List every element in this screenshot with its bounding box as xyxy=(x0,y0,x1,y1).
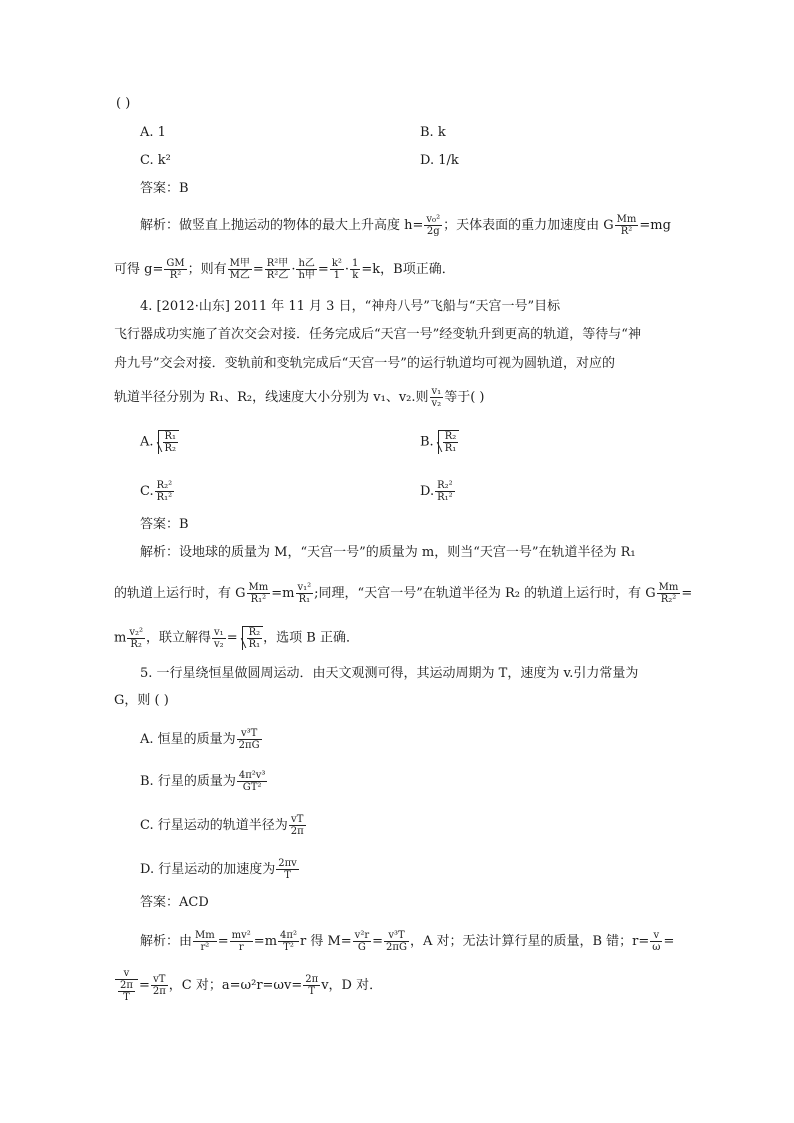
fraction: $\frac{Mm}{\text{R₂²}}$ xyxy=(658,582,679,605)
fraction: $\frac{\text{M甲}}{\text{M乙}}$ xyxy=(229,258,250,281)
text: C. xyxy=(140,484,154,499)
text: v，D 对． xyxy=(321,978,383,993)
fraction: $\frac{2\pi}{T}$ xyxy=(305,974,319,997)
text: m xyxy=(114,630,127,646)
text: A. xyxy=(140,434,154,450)
fraction: $\frac{vT}{2\pi}$ xyxy=(290,814,304,837)
sqrt: $\frac{\text{R₁}}{\text{R₂}}$ xyxy=(158,430,180,454)
fraction: $\frac{\text{v₁²}}{\text{R₁}}$ xyxy=(297,582,312,605)
q4-line3: 舟九号”交会对接．变轨前和变轨完成后“天宫一号”的运行轨道均可视为圆轨道，对应的 xyxy=(114,356,615,371)
q3-paren: ( ) xyxy=(116,96,131,111)
fraction: $\frac{Mm}{\text{r²}}$ xyxy=(195,930,215,953)
q3-option-a: A. 1 xyxy=(140,125,166,140)
text: = xyxy=(217,934,229,949)
text: 等于( ) xyxy=(444,390,485,405)
text: ;同理，“天宫一号”在轨道半径为 R₂ 的轨道上运行时，有 G xyxy=(314,586,656,601)
fraction: $\frac{\text{v³T}}{2\pi G}$ xyxy=(386,930,407,953)
q5-line1: 5. 一行星绕恒星做圆周运动．由天文观测可得，其运动周期为 T，速度为 v.引力常量为 xyxy=(140,666,639,681)
q4-option-d xyxy=(420,480,456,503)
sqrt: $\frac{\text{R₂}}{\text{R₁}}$ xyxy=(438,430,460,454)
text: = xyxy=(663,934,675,949)
fraction: $\frac{\text{mv²}}{r}$ xyxy=(231,930,251,953)
fraction: $\frac{GM}{\text{R²}}$ xyxy=(166,258,185,281)
fraction: $\frac{\text{v₂²}}{\text{R₂}}$ xyxy=(129,626,143,650)
text: B. 行星的质量为 xyxy=(140,774,236,789)
q4-line1: 4. [2012·山东] 2011 年 11 月 3 日，“神舟八号”飞船与“天宫一号”目标 xyxy=(140,299,561,314)
q4-answer: 答案：B xyxy=(140,517,189,532)
fraction: $\frac{\text{v³T}}{2\pi G}$ xyxy=(238,728,260,751)
text: B. xyxy=(420,434,434,450)
text: ，选项 B 正确． xyxy=(263,630,359,646)
q5-explanation-line2 xyxy=(114,968,382,1003)
q4-option-c xyxy=(140,480,175,503)
fraction: $\frac{Mm}{\text{R₁²}}$ xyxy=(248,582,269,605)
q5-option-a xyxy=(140,728,263,751)
q3-option-b: B. k xyxy=(420,125,446,140)
q3-option-d: D. 1/k xyxy=(420,153,459,168)
text: D. xyxy=(420,484,435,499)
text: ，C 对；a=ω²r=ωv= xyxy=(168,978,303,993)
text: ；则有 xyxy=(187,262,227,277)
fraction: $\frac{\text{R₂²}}{\text{R₁²}}$ xyxy=(437,480,453,503)
fraction: $\frac{2\pi v}{T}$ xyxy=(278,858,297,881)
text: =m xyxy=(253,934,278,949)
fraction: $\frac{\text{v₀²}}{2g}$ xyxy=(426,214,441,237)
text: =mg xyxy=(639,218,671,233)
text: A. 恒星的质量为 xyxy=(140,732,236,747)
text: 解析：做竖直上抛运动的物体的最大上升高度 h= xyxy=(140,218,424,233)
text: 解析：由 xyxy=(140,934,193,949)
text: C. 行星运动的轨道半径为 xyxy=(140,818,288,833)
q5-option-d xyxy=(140,858,300,881)
q5-option-b xyxy=(140,770,268,793)
q3-explanation-line2: 可得 g= $\frac{GM}{\text{R²}}$ ；则有 $\frac{\text{M甲}}{\text{M乙}}$ = $\frac{\text{R²甲}}{\text{R²乙}}$ · $\frac{\text{h乙}}{\text{h甲}}$ = $\frac{\text{k²}}{1}$ · $\frac{1}{k}$ =k，B项正确． xyxy=(114,258,455,281)
text: =k，B项正确． xyxy=(361,262,455,277)
text: 可得 g= xyxy=(114,262,164,277)
text: 的轨道上运行时，有 G xyxy=(114,586,246,601)
text: D. 行星运动的加速度为 xyxy=(140,862,276,877)
q4-explanation-line2 xyxy=(114,582,692,605)
fraction: $\frac{\text{h乙}}{\text{h甲}}$ xyxy=(298,258,315,281)
q4-line4 xyxy=(114,386,484,409)
text: ，A 对；无法计算行星的质量，B 错；r= xyxy=(409,934,650,949)
fraction: $\frac{Mm}{\text{R²}}$ xyxy=(616,214,637,237)
q5-option-c xyxy=(140,814,307,837)
text: = xyxy=(372,934,384,949)
fraction: $\frac{\text{R₂²}}{\text{R₁²}}$ xyxy=(156,480,173,503)
fraction: $\frac{\text{k²}}{1}$ xyxy=(331,258,342,281)
fraction: $\frac{\text{v₁}}{\text{v₂}}$ xyxy=(214,626,224,650)
q4-explanation-line3 xyxy=(114,626,359,650)
q3-explanation-line1 xyxy=(140,214,671,237)
q5-line2: G，则 ( ) xyxy=(114,693,169,708)
fraction: $\frac{\text{4π²v³}}{\text{GT²}}$ xyxy=(238,770,266,793)
q3-option-c: C. k² xyxy=(140,153,171,168)
q4-line2: 飞行器成功实施了首次交会对接．任务完成后“天宫一号”经变轨升到更高的轨道，等待与“神 xyxy=(114,327,641,342)
fraction: $\frac{v}{\omega}$ xyxy=(652,930,661,953)
q3-answer: 答案：B xyxy=(140,181,189,196)
fraction: $\frac{vT}{2\pi}$ xyxy=(152,974,166,997)
text: = xyxy=(226,630,238,646)
fraction: $\frac{\text{v₁}}{\text{v₂}}$ xyxy=(431,386,442,409)
text: =m xyxy=(271,586,295,601)
fraction: $\frac{v}{\frac{2\pi}{T}}$ xyxy=(115,968,138,1003)
fraction: $\frac{\text{v²r}}{G}$ xyxy=(354,930,370,953)
q5-explanation-line1 xyxy=(140,930,674,953)
fraction: $\frac{1}{k}$ xyxy=(352,258,359,281)
q4-option-a xyxy=(140,430,179,454)
text: ；天体表面的重力加速度由 G xyxy=(443,218,614,233)
fraction: $\frac{\text{4π²}}{\text{T²}}$ xyxy=(280,930,297,953)
fraction: $\frac{\text{R²甲}}{\text{R²乙}}$ xyxy=(266,258,289,281)
text: ，联立解得 xyxy=(146,630,212,646)
text: 轨道半径分别为 R₁、R₂，线速度大小分别为 v₁、v₂.则 xyxy=(114,390,429,405)
text: = xyxy=(681,586,693,601)
q5-answer: 答案：ACD xyxy=(140,895,209,910)
sqrt: $\frac{\text{R₂}}{\text{R₁}}$ xyxy=(242,626,264,650)
q4-explanation-line1: 解析：设地球的质量为 M，“天宫一号”的质量为 m，则当“天宫一号”在轨道半径为 R₁ xyxy=(140,545,636,560)
text: = xyxy=(138,978,150,993)
q4-option-b xyxy=(420,430,459,454)
text: r 得 M= xyxy=(299,934,352,949)
